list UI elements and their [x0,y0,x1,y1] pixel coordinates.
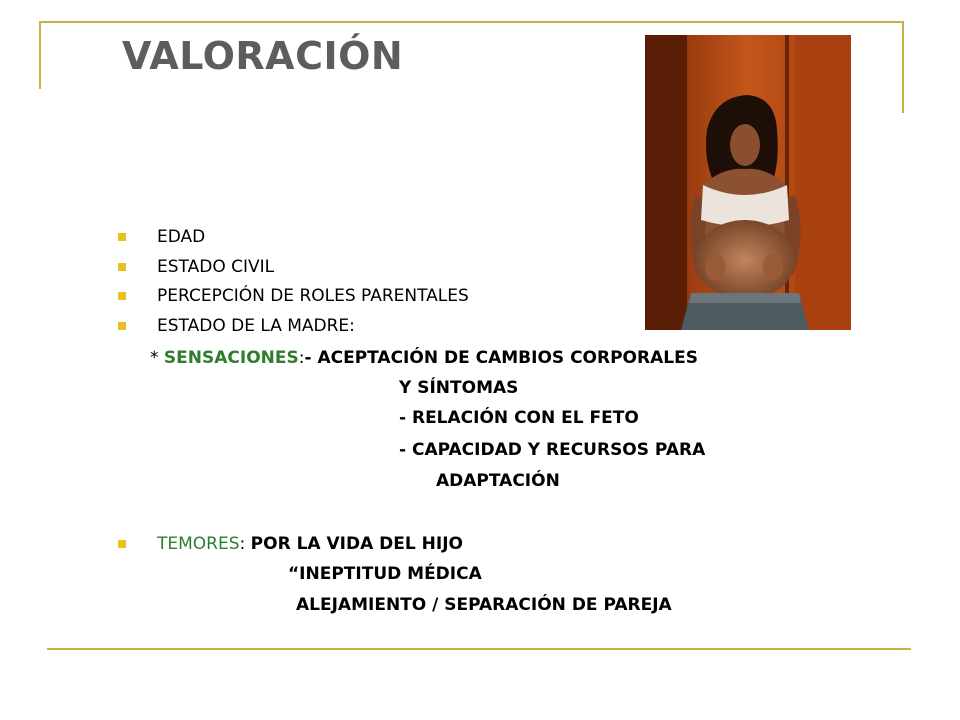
temores-item1: POR LA VIDA DEL HIJO [250,534,463,554]
bullet-text: PERCEPCIÓN DE ROLES PARENTALES [157,286,469,306]
bullet-item-estado-civil [118,255,274,279]
bullet-item-temores [118,532,463,556]
frame-top-line [40,21,904,23]
sensaciones-item2: - RELACIÓN CON EL FETO [399,408,639,428]
bullet-square-icon [118,292,126,300]
photo-illustration [645,35,851,330]
bullet-item-percepcion [118,284,469,308]
sensaciones-label: SENSACIONES [163,348,299,368]
bullet-item-estado-madre [118,314,355,338]
pregnant-woman-photo [645,35,851,330]
temores-sep: : [239,534,251,554]
sensaciones-item1-line2: Y SÍNTOMAS [399,378,519,398]
temores-text [157,534,463,554]
bullet-item-edad [118,225,205,249]
bullet-square-icon [118,263,126,271]
sensaciones-line [150,348,698,368]
bullet-text: EDAD [157,227,206,247]
sensaciones-sep: : [298,348,305,368]
sensaciones-item1-line1: - ACEPTACIÓN DE CAMBIOS CORPORALES [304,348,698,368]
slide-title: VALORACIÓN [122,34,404,78]
temores-item3: ALEJAMIENTO / SEPARACIÓN DE PAREJA [296,595,672,615]
bullet-square-icon [118,540,126,548]
frame-right-line [902,21,904,113]
temores-label: TEMORES [157,534,240,554]
bullet-text: ESTADO DE LA MADRE: [157,316,355,336]
sensaciones-item3-line2: ADAPTACIÓN [436,471,560,491]
frame-bottom-line [47,648,911,650]
temores-item2: “INEPTITUD MÉDICA [288,564,482,584]
bullet-square-icon [118,233,126,241]
sensaciones-item3-line1: - CAPACIDAD Y RECURSOS PARA [399,440,706,460]
bullet-square-icon [118,322,126,330]
bullet-text: ESTADO CIVIL [157,257,275,277]
sensaciones-prefix: * [150,348,164,368]
frame-left-line [39,21,41,89]
